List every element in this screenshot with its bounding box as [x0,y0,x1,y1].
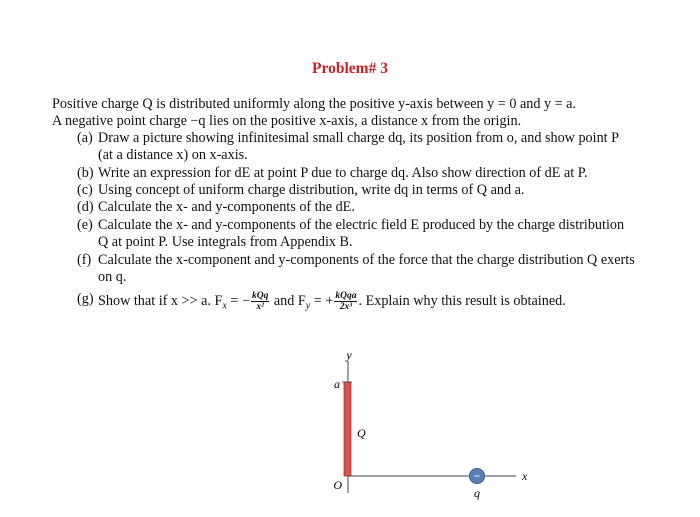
item-f-line-2: on q. [98,269,127,285]
charge-diagram [320,345,540,510]
origin-label: O [333,478,342,492]
item-b-line-1: Write an expression for dE at point P due to charge dq. Also show direction of dE at P. [98,165,588,181]
item-a-label: (a) [77,130,93,146]
fx-fraction [251,291,269,312]
fy-numerator: kQqa [335,291,357,301]
item-f-label: (f) [77,252,92,268]
item-g-line [98,291,678,315]
fx-numerator: kQq [251,291,269,301]
item-g-suffix: . Explain why this result is obtained. [358,292,566,309]
intro-line-2: A negative point charge −q lies on the positive x-axis, a distance x from the origin. [52,113,522,129]
item-g-prefix: Show that if x >> a. F [98,292,223,309]
item-d-label: (d) [77,199,94,215]
item-f-line-1: Calculate the x-component and y-components of the force that the charge distribution Q exerts [98,252,635,268]
fx-denominator: x² [256,302,264,312]
item-e-line-2: Q at point P. Use integrals from Appendix B. [98,234,353,250]
item-d-line-1: Calculate the x- and y-components of the dE. [98,199,355,215]
fy-equals: = + [310,292,334,309]
fy-denominator: 2x³ [339,302,353,312]
rod-label: Q [357,426,366,440]
item-g-label: (g) [77,291,94,307]
charged-rod [344,382,351,476]
problem-title: Problem# 3 [312,60,388,77]
x-axis-label: x [522,469,528,483]
fy-fraction [334,291,357,312]
point-sign: − [473,469,481,483]
item-b-label: (b) [77,165,94,181]
item-a-line-2: (at a distance x) on x-axis. [98,147,248,163]
fy-subscript: y [305,300,311,312]
item-c-line-1: Using concept of uniform charge distribution, write dq in terms of Q and a. [98,182,525,198]
fx-subscript: x [222,300,227,312]
item-a-line-1: Draw a picture showing infinitesimal small charge dq, its position from o, and show point P [98,130,620,146]
item-g-mid: and F [270,292,306,309]
item-c-label: (c) [77,182,93,198]
fx-equals: = − [226,292,250,309]
top-label: a [334,377,340,391]
point-label: q [474,486,480,500]
intro-line-1: Positive charge Q is distributed uniformly along the positive y-axis between y = 0 and y = a. [52,96,577,112]
item-e-line-1: Calculate the x- and y-components of the electric field E produced by the charge distribution [98,217,625,233]
y-axis-label: y [346,348,352,362]
item-e-label: (e) [77,217,93,233]
